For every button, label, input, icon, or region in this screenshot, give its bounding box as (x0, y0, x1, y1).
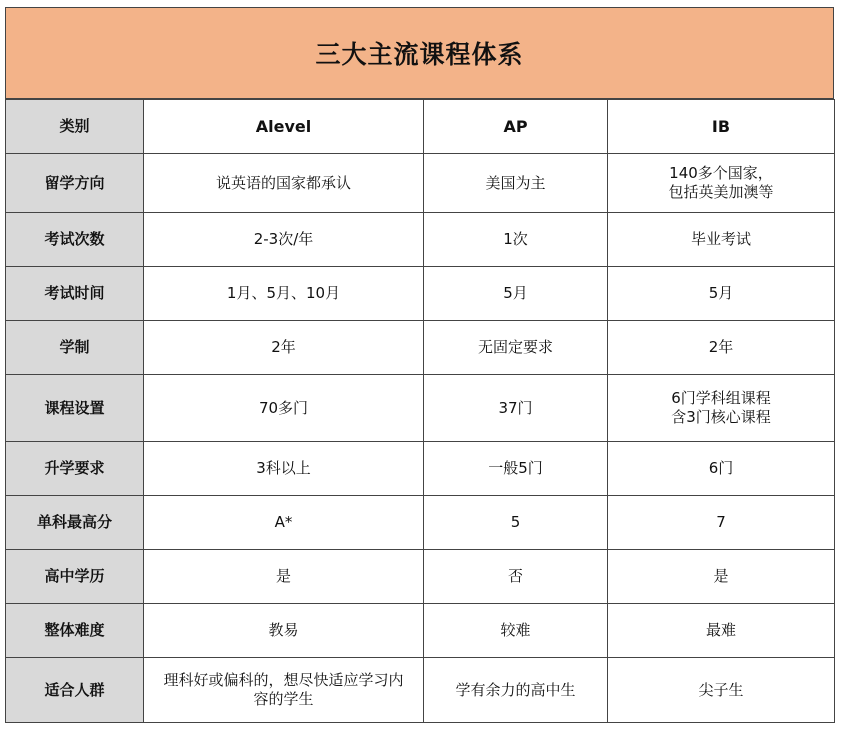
table-cell-alevel (144, 550, 424, 604)
table-row (6, 604, 835, 658)
cell-text-line: 美国为主 (485, 173, 546, 192)
table-cell-ib (608, 267, 835, 321)
cell-text-line: 尖子生 (698, 680, 744, 699)
table-cell-alevel (144, 604, 424, 658)
header-row (6, 100, 835, 154)
table-cell-alevel (144, 496, 424, 550)
row-label-cell: 学制 (6, 321, 144, 375)
cell-text-line: 一般5门 (488, 459, 543, 477)
row-label-cell: 高中学历 (6, 550, 144, 604)
table-row (6, 496, 835, 550)
cell-text-line: 含3门核心课程 (671, 408, 771, 426)
cell-text-line: 6门学科组课程 (671, 389, 771, 407)
cell-text-line: 说英语的国家都承认 (215, 173, 351, 192)
table-cell-ib (608, 550, 835, 604)
table-cell-alevel (144, 442, 424, 496)
cell-text-line: 包括英美加澳等 (668, 183, 774, 201)
table-cell-ib (608, 442, 835, 496)
table-cell-ap (424, 213, 608, 267)
table-cell-ap (424, 604, 608, 658)
table-cell-ap (424, 550, 608, 604)
table-row (6, 267, 835, 321)
cell-text-line: 理科好或偏科的，想尽快适应学习内 (163, 671, 404, 689)
table-row (6, 213, 835, 267)
table-cell-ap (424, 442, 608, 496)
cell-text-line: 无固定要求 (477, 338, 553, 356)
cell-text-line: 容的学生 (253, 690, 314, 708)
table-row (6, 321, 835, 375)
row-label-cell: 适合人群 (6, 658, 144, 723)
table-cell-alevel (144, 375, 424, 442)
table-title: 三大主流课程体系 (315, 40, 524, 69)
cell-text-line: 毕业考试 (690, 230, 751, 248)
cell-text-line: 否 (507, 567, 523, 585)
row-label-cell: 整体难度 (6, 604, 144, 658)
table-row (6, 375, 835, 442)
table-cell-ap (424, 375, 608, 442)
cell-text-line: 较难 (500, 621, 531, 639)
table-body (6, 100, 835, 723)
header-label-cell: 类别 (6, 100, 144, 154)
column-header-alevel: Alevel (144, 100, 424, 154)
row-label-cell: 单科最高分 (6, 496, 144, 550)
table-cell-ap (424, 267, 608, 321)
table-cell-ap (424, 154, 608, 213)
table-row (6, 154, 835, 213)
cell-text-line: 1次 (503, 230, 528, 248)
row-label-cell: 课程设置 (6, 375, 144, 442)
cell-text-line: 3科以上 (256, 459, 311, 477)
cell-text-line: 5月 (503, 284, 528, 302)
comparison-table (5, 99, 835, 723)
table-cell-ap (424, 321, 608, 375)
table-cell-ib (608, 604, 835, 658)
cell-text-line: 6门 (708, 459, 734, 477)
table-cell-ib (608, 496, 835, 550)
table-cell-ib (608, 154, 835, 213)
table-cell-alevel (144, 213, 424, 267)
table-cell-ap (424, 496, 608, 550)
cell-text-line: 2年 (271, 338, 296, 356)
cell-text-line: 7 (716, 513, 726, 531)
table-cell-ib (608, 375, 835, 442)
table-row (6, 550, 835, 604)
cell-text-line: 最难 (705, 621, 736, 639)
table-row (6, 442, 835, 496)
cell-text-line: 5 (510, 513, 521, 531)
cell-text-line: 70多门 (258, 398, 309, 417)
column-header-ib: IB (608, 100, 835, 154)
cell-text-line: 5月 (708, 284, 734, 302)
cell-text-line: 2-3次/年 (253, 230, 314, 248)
cell-text-line: 学有余力的高中生 (455, 680, 576, 699)
row-label-cell: 考试时间 (6, 267, 144, 321)
table-cell-ib (608, 213, 835, 267)
cell-text-line: 140多个国家， (669, 164, 773, 182)
table-cell-alevel (144, 658, 424, 723)
cell-text-line: 2年 (708, 338, 734, 356)
comparison-sheet (5, 7, 834, 723)
cell-text-line: 是 (713, 567, 729, 585)
title-bar (5, 7, 834, 99)
cell-text-line: 37门 (498, 398, 533, 417)
table-cell-alevel (144, 267, 424, 321)
column-header-ap: AP (424, 100, 608, 154)
table-cell-ib (608, 321, 835, 375)
cell-text-line: 1月、5月、10月 (226, 284, 341, 302)
cell-text-line: A* (274, 513, 293, 531)
row-label-cell: 升学要求 (6, 442, 144, 496)
table-cell-alevel (144, 154, 424, 213)
cell-text-line: 教易 (268, 621, 299, 639)
table-row (6, 658, 835, 723)
table-cell-ib (608, 658, 835, 723)
row-label-cell: 考试次数 (6, 213, 144, 267)
table-cell-ap (424, 658, 608, 723)
table-cell-alevel (144, 321, 424, 375)
cell-text-line: 是 (275, 567, 291, 585)
row-label-cell: 留学方向 (6, 154, 144, 213)
